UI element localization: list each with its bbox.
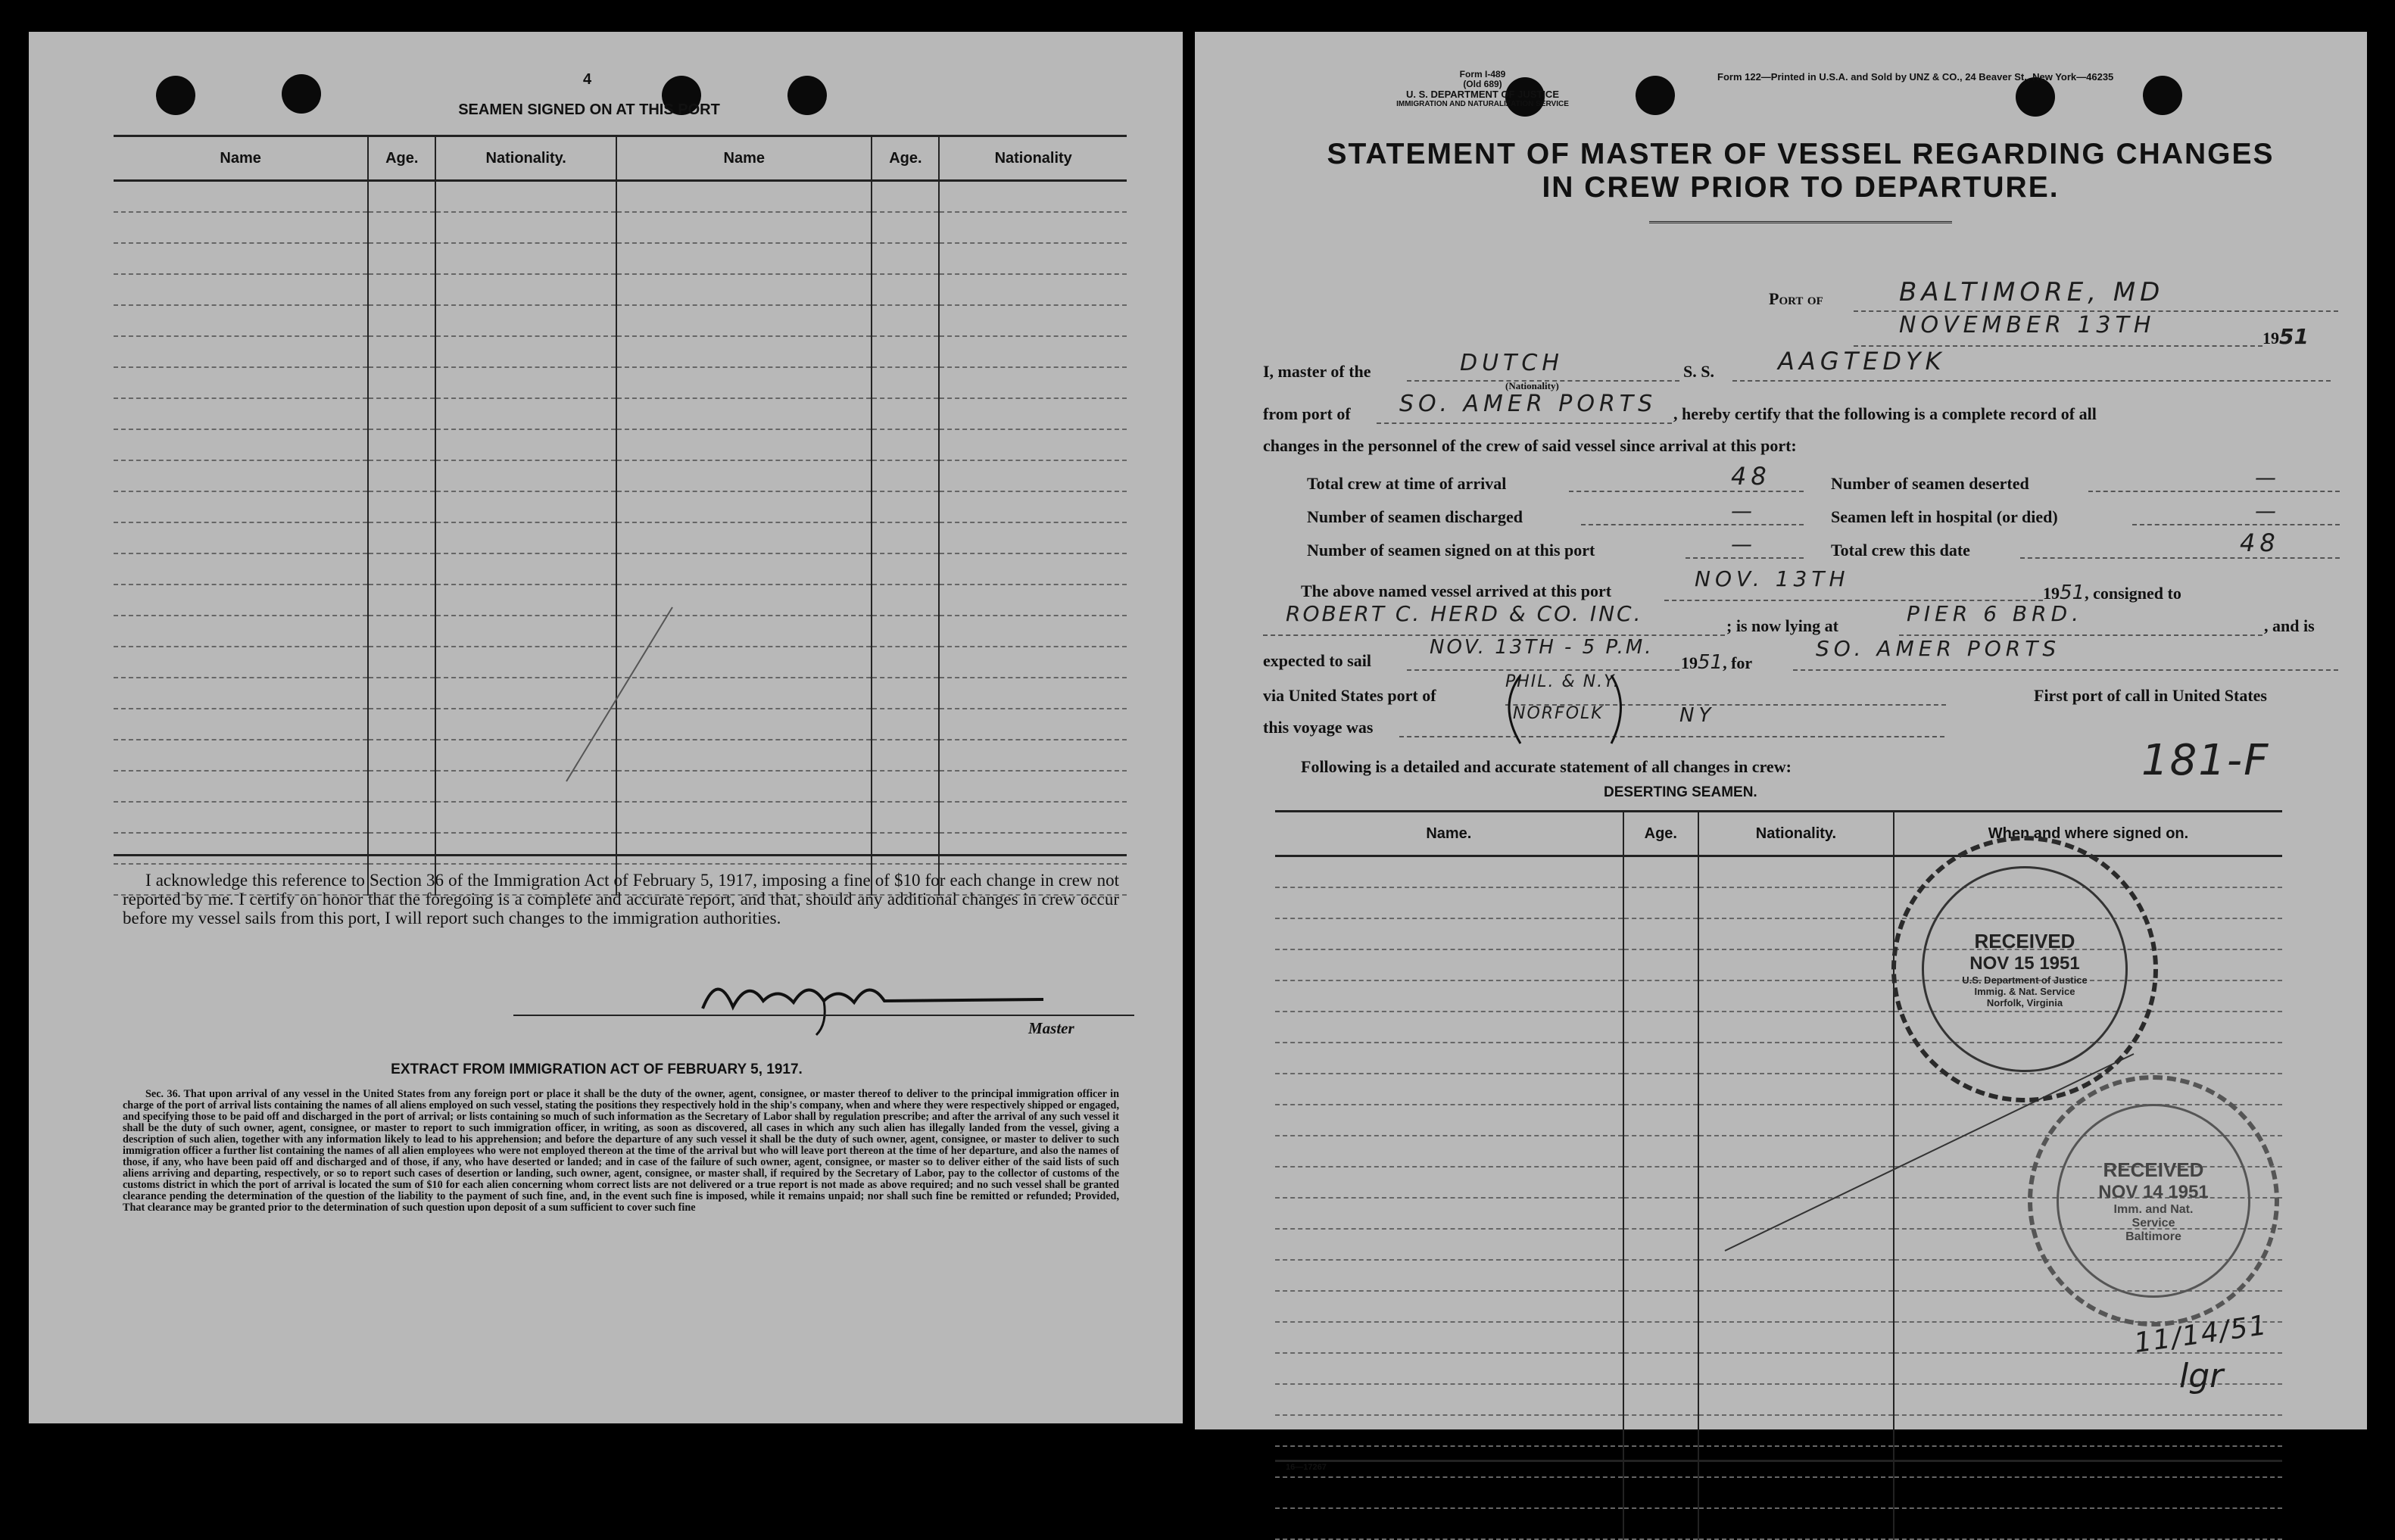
voyage-field [1399, 704, 1944, 737]
column-header: Name [616, 136, 872, 181]
column-header: Age. [872, 136, 939, 181]
left-page [29, 32, 1183, 1423]
table-row [1275, 1508, 2282, 1539]
table-bottom-rule [1275, 1460, 2282, 1462]
year-field [2262, 324, 2309, 349]
table-row [114, 491, 1127, 522]
from-port-line [1263, 391, 2338, 427]
via-value-2: NORFOLK [1513, 704, 1604, 723]
stat-value: — [1731, 498, 1757, 523]
for-value: SO. AMER PORTS [1816, 636, 2061, 661]
table-row [114, 833, 1127, 864]
stat-value: 48 [2240, 528, 2280, 557]
date-field [1854, 312, 2262, 347]
from-port-field [1377, 391, 1672, 424]
table-row [1275, 1384, 2282, 1415]
expected-field [1407, 636, 1679, 671]
table-row [114, 522, 1127, 553]
arrived-year: 51 [2060, 581, 2085, 604]
footer-code: 16—17267 [1286, 1463, 1327, 1472]
punch-hole [156, 76, 195, 115]
extract-title: EXTRACT FROM IMMIGRATION ACT OF FEBRUARY 5, 1917. [391, 1061, 803, 1077]
section-header: SEAMEN SIGNED ON AT THIS PORT [458, 101, 720, 118]
stat-discharged: Number of seamen discharged — [1307, 498, 1804, 530]
arrived-value: NOV. 13TH [1695, 566, 1850, 591]
expected-year: 51 [1698, 651, 1723, 674]
table-row [114, 305, 1127, 336]
master-line [1263, 347, 2338, 385]
via-label: via United States port of [1263, 686, 1436, 705]
punch-hole [1636, 76, 1675, 115]
expected-value: NOV. 13TH - 5 P.M. [1430, 636, 1654, 659]
year-prefix: 19 [2262, 329, 2279, 348]
ship-field [1732, 347, 2331, 382]
service: IMMIGRATION AND NATURALIZATION SERVICE [1396, 100, 1569, 108]
lying-value: PIER 6 BRD. [1907, 601, 2084, 626]
nationality-field [1407, 350, 1679, 382]
stray-pen-mark [559, 562, 786, 789]
arrived-field [1664, 566, 2043, 601]
lying-field [1899, 601, 2262, 636]
column-header: Nationality. [435, 136, 616, 181]
table-row [114, 212, 1127, 243]
title-underline [1649, 221, 1952, 223]
port-label: Port of [1769, 289, 1823, 308]
table-row [1275, 1322, 2282, 1353]
form-title-line2: IN CREW PRIOR TO DEPARTURE. [1542, 171, 2060, 204]
punch-hole [2016, 77, 2055, 117]
received-stamp-norfolk: RECEIVED NOV 15 1951 U.S. Department of Justice Immig. & Nat. Service Norfolk, Virginia [1891, 836, 2158, 1102]
table-row [114, 274, 1127, 305]
stat-value: 48 [1731, 462, 1771, 491]
initials-date: 11/14/51 [2132, 1309, 2270, 1360]
consignee-value: ROBERT C. HERD & CO. INC. [1286, 601, 1643, 626]
table-bottom-rule [114, 854, 1127, 856]
master-signature [695, 955, 1051, 1039]
consignee-field [1263, 601, 1725, 636]
stat-value: — [2255, 465, 2281, 490]
stat-value: — [2255, 498, 2281, 523]
file-mark: 181-F [2141, 736, 2270, 785]
right-page [1195, 32, 2367, 1472]
column-header: Age. [1623, 812, 1698, 856]
arrived-label: The above named vessel arrived at this port [1301, 581, 1612, 600]
acknowledgment-paragraph: I acknowledge this reference to Section 36 of the Immigration Act of February 5, 1917, imposing a fine of $10 for each change in crew not reported by me. I certify on honor that the foregoing is a complete and accurate report, and that, should any additional changes in crew occur before my vessel sails from this port, I will report such changes to the immigration authorities. [123, 871, 1119, 927]
received-stamp-baltimore: RECEIVED NOV 14 1951 Imm. and Nat. Service Baltimore [2028, 1075, 2279, 1326]
consignee-line [1263, 601, 2338, 639]
table-row [114, 181, 1127, 213]
table-row [114, 429, 1127, 460]
year-value: 51 [2279, 324, 2309, 349]
form-title-line1: STATEMENT OF MASTER OF VESSEL REGARDING CHANGES [1327, 138, 2275, 170]
printer-line: Form 122—Printed in U.S.A. and Sold by UNZ & CO., 24 Beaver St., New York—46235 [1717, 71, 2114, 83]
table-row [1275, 1353, 2282, 1384]
expected-line: expected to sail NOV. 13TH - 5 P.M. 1951, for SO. AMER PORTS [1263, 644, 2338, 674]
changes-text: changes in the personnel of the crew of said vessel since arrival at this port: [1263, 436, 1797, 455]
form-id: Form I-489 [1459, 69, 1506, 79]
table-row [114, 336, 1127, 367]
column-header: Name. [1275, 812, 1623, 856]
stat-hospital: Seamen left in hospital (or died) — [1831, 498, 2340, 530]
signature-line [513, 1015, 1134, 1016]
master-of-label: I, master of the [1263, 362, 1371, 381]
voyage-label: this voyage was [1263, 718, 1374, 737]
table-row [1275, 1477, 2282, 1508]
date-value: NOVEMBER 13TH [1899, 312, 2156, 338]
column-header: When and where signed on. [1894, 812, 2282, 856]
department: U. S. DEPARTMENT OF JUSTICE [1406, 89, 1559, 100]
column-header: Name [114, 136, 368, 181]
page-number: 4 [583, 71, 592, 88]
table-row [114, 243, 1127, 274]
column-header: Nationality. [1698, 812, 1894, 856]
port-value: BALTIMORE, MD [1899, 277, 2165, 307]
first-port-label: First port of call in United States [2034, 686, 2267, 705]
stat-total-crew-arrival: Total crew at time of arrival 48 [1307, 465, 1804, 497]
via-bracket [1498, 668, 1634, 759]
stat-total-date: Total crew this date 48 [1831, 532, 2340, 563]
arrived-line: The above named vessel arrived at this port NOV. 13TH 1951, consigned to [1301, 566, 2181, 604]
lying-label: ; is now lying at [1726, 616, 1838, 635]
via-value-1: PHIL. & N.Y. [1505, 672, 1620, 691]
ss-label: S. S. [1683, 362, 1714, 381]
master-label: Master [1028, 1019, 1074, 1037]
form-title [1255, 138, 2346, 204]
table-row [1275, 856, 2282, 888]
ship-value: AAGTEDYK [1778, 347, 1946, 376]
consigned-label: , consigned to [2085, 584, 2181, 603]
following-text: Following is a detailed and accurate statement of all changes in crew: [1301, 757, 1792, 776]
deserting-header: DESERTING SEAMEN. [1604, 784, 1757, 800]
from-port-value: SO. AMER PORTS [1399, 391, 1657, 417]
initials: lgr [2179, 1357, 2224, 1395]
from-port-label: from port of [1263, 404, 1351, 423]
nationality-caption: (Nationality) [1505, 380, 1559, 391]
extract-text: Sec. 36. That upon arrival of any vessel in the United States from any foreign port or place it shall be the duty of the owner, agent, consignee, or master thereof to deliver to the principal immigration officer in charge of the port of arrival lists containing the names of all aliens employed on such vessel, stating the positions they respectively hold in the ship's company, when and where they were respectively shipped or engaged, and specifying those to be paid off and discharged in the port of arrival; or lists containing so much of such information as the Secretary of Labor shall by regulation prescribe; and after the arrival of any such vessel it shall be the duty of such owner, agent, consignee, or master to report to such immigration officer, in writing, as soon as discovered, all cases in which any such alien has illegally landed from the vessel, giving a description of such alien, together with any information likely to lead to his apprehension; and before the departure of any such vessel it shall be the duty of such owner, agent, consignee, or master to deliver to such immigration officer a further list containing the names of all alien employees who were not employed thereon at the time of the arrival but who will leave port thereon at the time of her departure, and also the names of those, if any, who have been paid off and discharged and of those, if any, who have deserted or landed; and in case of the failure of such owner, agent, consignee, or master so to deliver either of the said lists of such aliens arriving and departing, respectively, or so to report such cases of desertion or landing, such owner, agent, consignee, or master shall, if required by the Secretary of Labor, pay to the collector of customs of the customs district in which the port of arrival is located the sum of $10 for each alien concerning whom correct lists are not delivered or a true report is not made as above required; and no such vessel shall be granted clearance pending the determination of the question of the liability to the payment of such fine, and, in the event such fine is imposed, while it remains unpaid; nor shall such fine be remitted or refunded; Provided, That clearance may be granted prior to the determination of such question upon deposit of a sum sufficient to cover such fine [123, 1088, 1119, 1214]
for-field [1793, 636, 2338, 671]
table-row [1275, 1415, 2282, 1446]
table-row [114, 460, 1127, 491]
column-header: Age. [368, 136, 435, 181]
column-header: Nationality [939, 136, 1127, 181]
stat-signed-on: Number of seamen signed on at this port — [1307, 532, 1804, 563]
nationality-value: DUTCH [1460, 350, 1564, 376]
expected-label: expected to sail [1263, 651, 1371, 670]
certify-text: , hereby certify that the following is a complete record of all [1673, 404, 2097, 423]
via-line [1263, 672, 2338, 739]
port-field [1854, 277, 2338, 312]
form-id-block [1377, 70, 1589, 109]
form-old: (Old 689) [1463, 79, 1502, 89]
table-row [114, 802, 1127, 833]
punch-hole [2143, 76, 2182, 115]
and-is-label: , and is [2264, 616, 2315, 635]
via-value-3: NY [1679, 704, 1716, 727]
for-label: , for [1723, 653, 1753, 672]
table-row [114, 398, 1127, 429]
table-row [114, 367, 1127, 398]
stat-value: — [1731, 532, 1757, 556]
stat-deserted: Number of seamen deserted — [1831, 465, 2340, 497]
